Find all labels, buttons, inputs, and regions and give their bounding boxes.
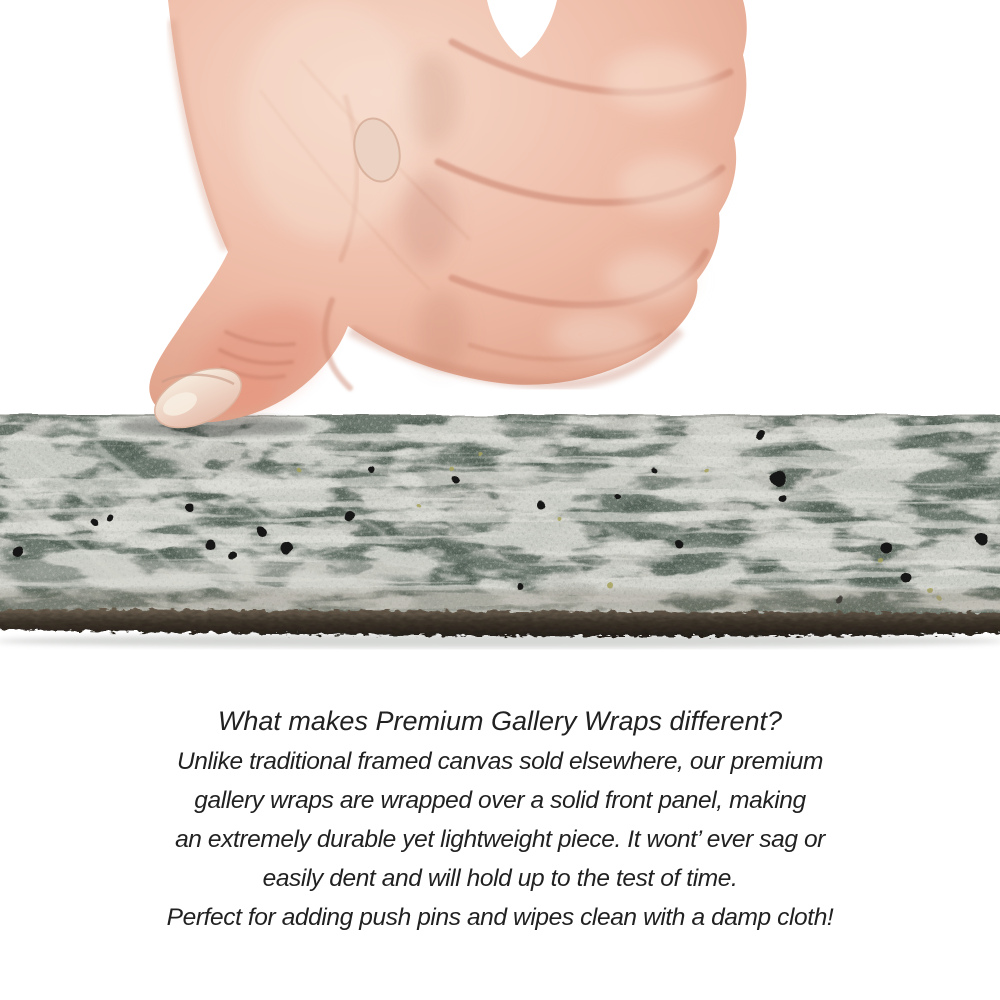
- caption-block: [0, 700, 1000, 937]
- caption-line-1: Unlike traditional framed canvas sold elsewhere, our premium: [177, 748, 823, 775]
- caption-heading: What makes Premium Gallery Wraps different?: [217, 706, 783, 736]
- caption-line-3: an extremely durable yet lightweight piece. It wont’ ever sag or: [175, 826, 825, 853]
- canvas-strip: [0, 415, 1000, 615]
- caption-line-4: easily dent and will hold up to the test of time.: [262, 865, 738, 892]
- panel-drop-shadow: [0, 634, 1000, 648]
- panel-side-edge: [0, 609, 1000, 636]
- caption-line-2: gallery wraps are wrapped over a solid front panel, making: [194, 787, 806, 814]
- hand-pressing-thumb: [146, 0, 747, 440]
- caption-line-5: Perfect for adding push pins and wipes clean with a damp cloth!: [166, 904, 834, 931]
